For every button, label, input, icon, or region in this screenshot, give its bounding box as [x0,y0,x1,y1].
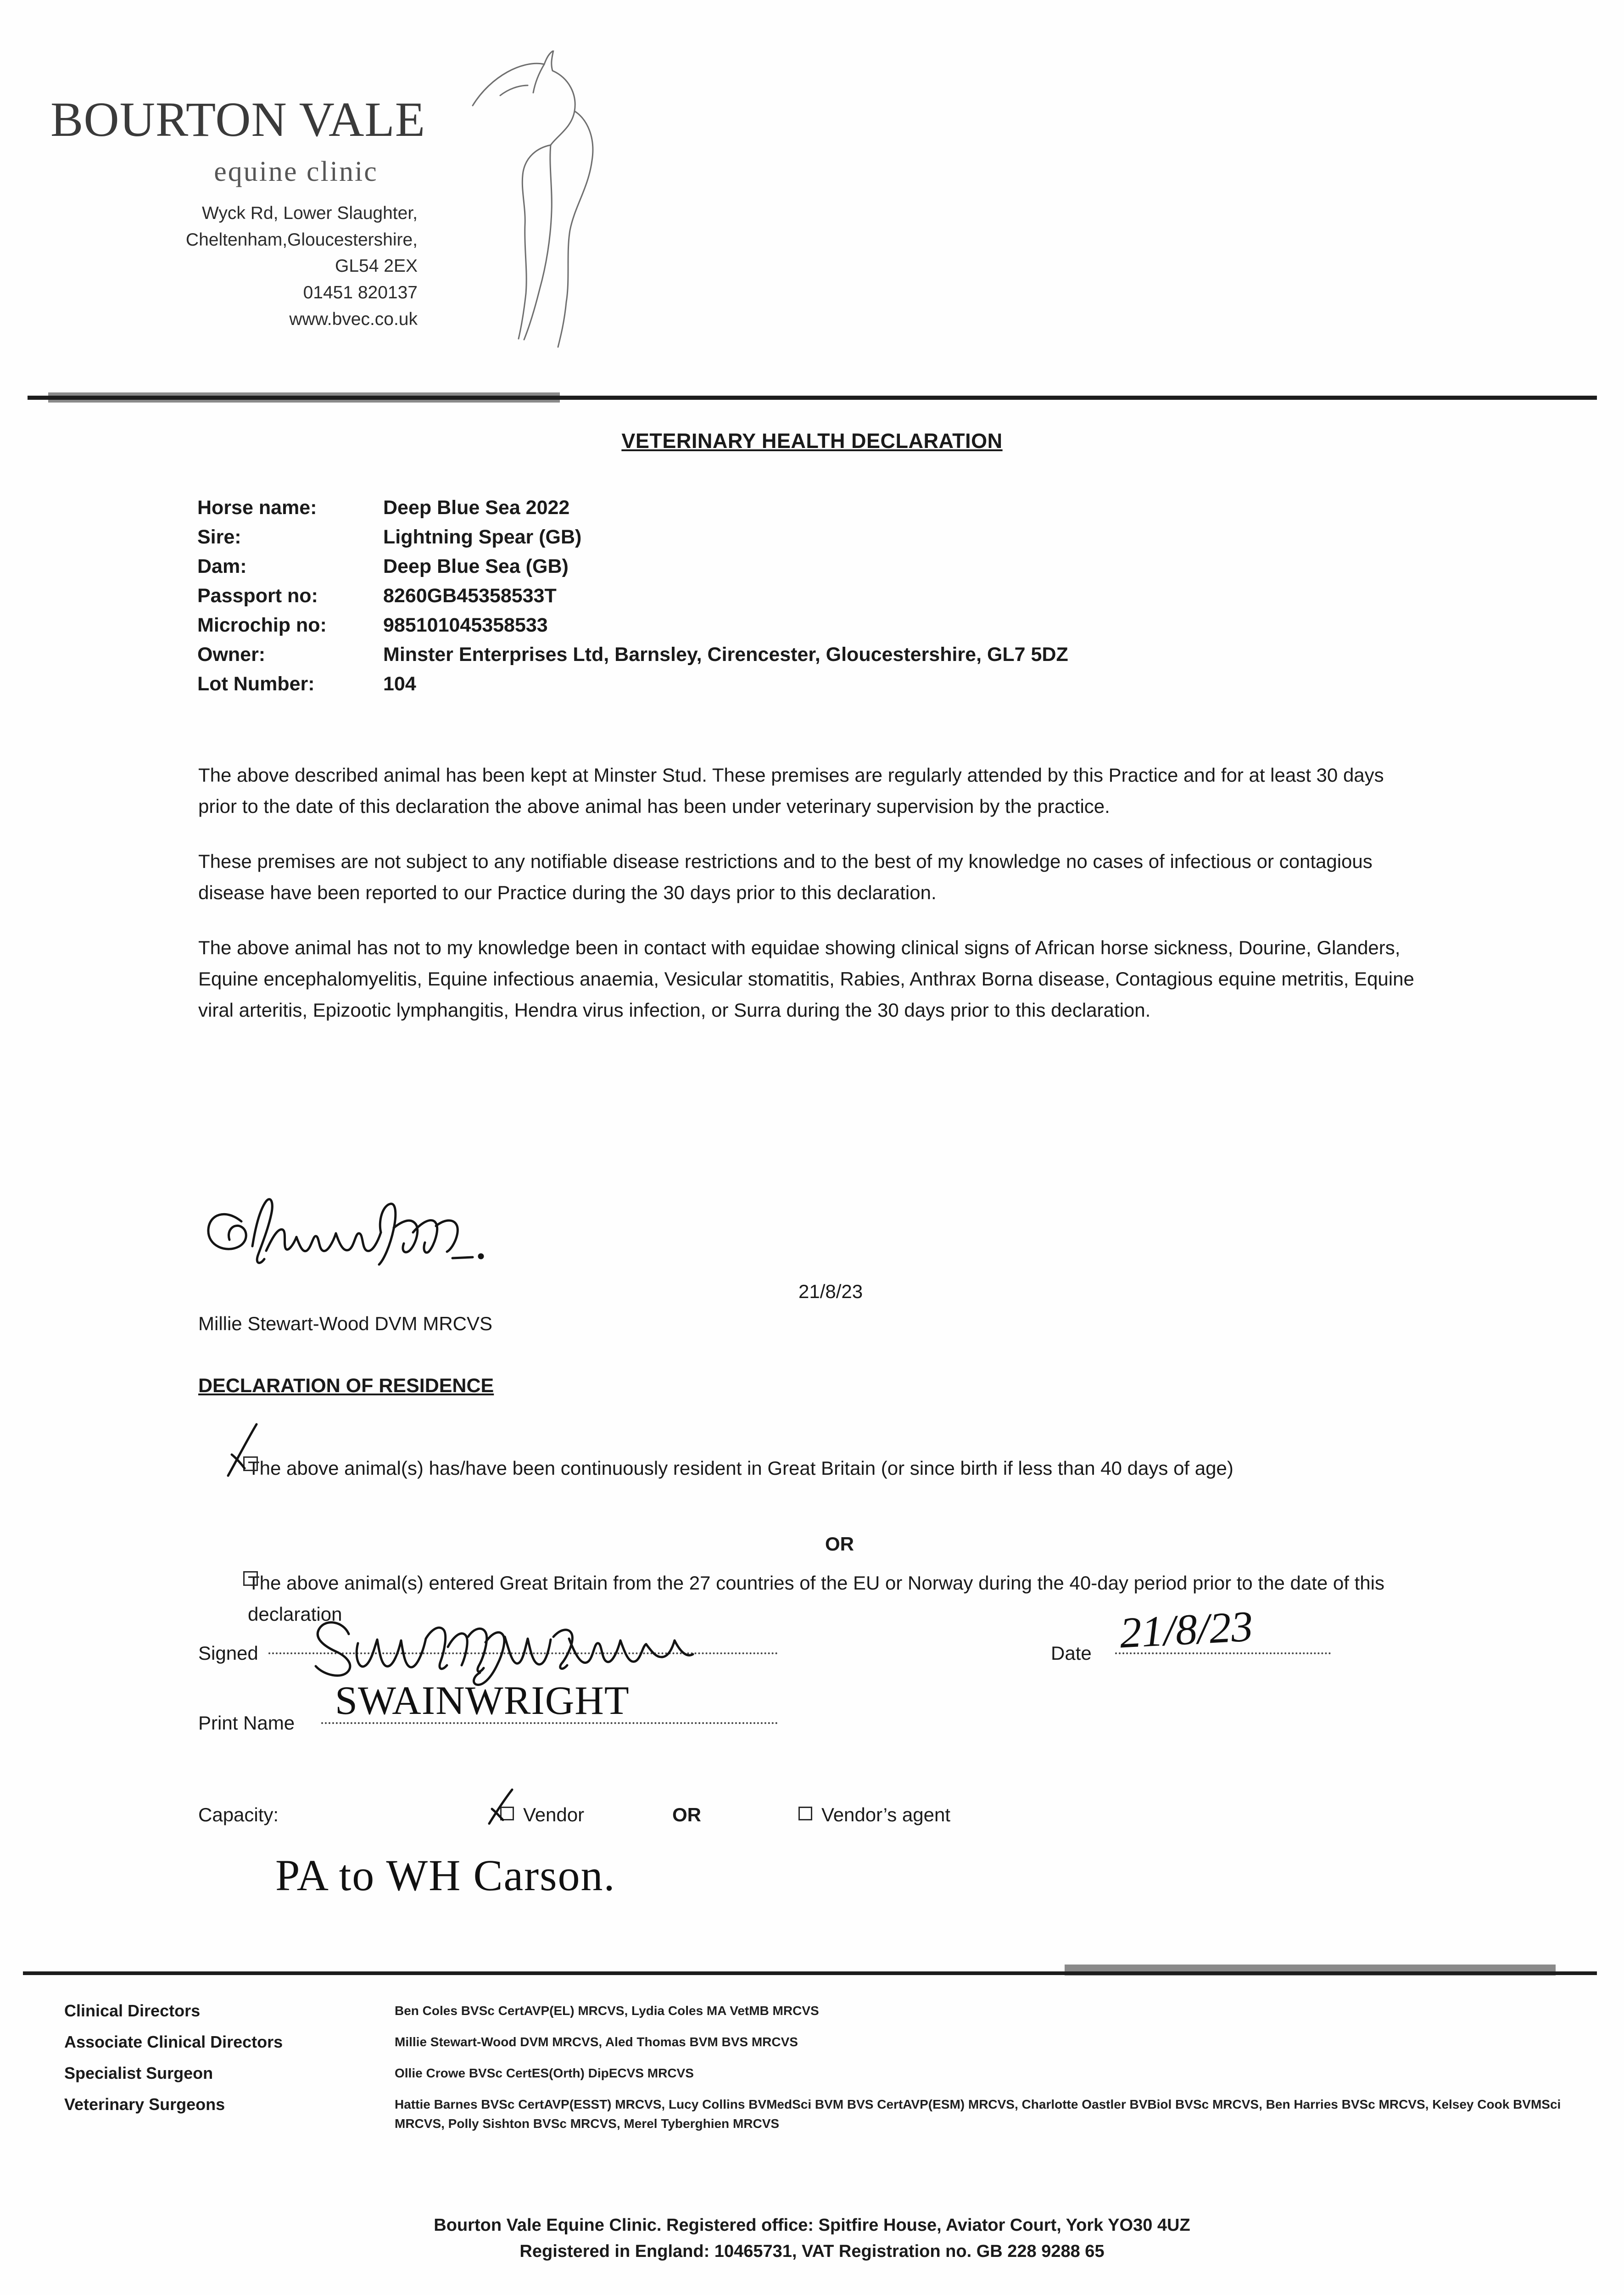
vendor-date-handwriting: 21/8/23 [1118,1601,1254,1657]
clinic-address: Wyck Rd, Lower Slaughter, Cheltenham,Gloucestershire, GL54 2EX 01451 820137 www.bvec.co.uk [185,203,418,329]
capacity-or-label: OR [672,1804,701,1825]
detail-label: Horse name: [197,497,317,519]
declaration-body [198,760,1417,1050]
detail-value: Deep Blue Sea (GB) [383,555,569,577]
check-mark-icon [223,1421,265,1483]
staff-people: Hattie Barnes BVSc CertAVP(ESST) MRCVS, Lucy Collins BVMedSci BVM BVS CertAVP(ESM) MRCVS, Charlotte Oastler BVBiol BVSc MRCVS, Ben Harries BVSc MRCVS, Kelsey Cook BVMSci MRCVS, Polly Sishton BVSc MRCVS, Merel Tyberghien MRCVS [395,2097,1561,2131]
detail-label: Dam: [197,555,247,577]
table-row [197,674,1413,694]
page-title: VETERINARY HEALTH DECLARATION [621,429,1003,453]
print-name-handwriting: SWAINWRIGHT [335,1679,630,1723]
vet-printed-name: Millie Stewart-Wood DVM MRCVS [198,1313,493,1334]
capacity-agent-label: Vendor’s agent [821,1804,951,1825]
capacity-note-handwriting: PA to WH Carson. [275,1851,616,1900]
staff-people: Ollie Crowe BVSc CertES(Orth) DipECVS MRCVS [395,2066,694,2080]
detail-value: Lightning Spear (GB) [383,526,582,548]
detail-label: Microchip no: [197,614,327,636]
staff-people: Millie Stewart-Wood DVM MRCVS, Aled Thomas BVM BVS MRCVS [395,2035,798,2049]
capacity-label: Capacity: [198,1804,279,1825]
clinic-name: BOURTON VALE [50,93,426,147]
capacity-agent-option[interactable] [798,1804,950,1826]
detail-label: Owner: [197,644,266,666]
horse-line-art-icon [454,50,610,363]
detail-label: Sire: [197,526,241,548]
detail-value: 104 [383,673,416,695]
footer-legal-line-2: Registered in England: 10465731, VAT Registration no. GB 228 9288 65 [519,2242,1105,2261]
table-row [197,586,1413,606]
table-row [197,498,1413,518]
list-item [64,2032,1569,2052]
checkbox-vendors-agent[interactable] [798,1807,812,1820]
vet-signature-handwriting [197,1182,546,1283]
detail-value: Deep Blue Sea 2022 [383,497,570,519]
capacity-vendor-label: Vendor [523,1804,585,1825]
table-row [197,616,1413,635]
staff-role: Specialist Surgeon [64,2064,213,2082]
detail-label: Passport no: [197,585,318,607]
staff-role: Clinical Directors [64,2001,201,2020]
detail-value: Minster Enterprises Ltd, Barnsley, Cirencester, Gloucestershire, GL7 5DZ [383,644,1068,666]
residence-or-label: OR [825,1533,854,1555]
footer-legal [0,2212,1624,2265]
table-row [197,527,1413,547]
footer-legal-line-1: Bourton Vale Equine Clinic. Registered office: Spitfire House, Aviator Court, York YO30 4UZ [434,2216,1190,2235]
residence-option-2-label: The above animal(s) entered Great Britain from the 27 countries of the EU or Norway during the 40-day period prior to the date of this declaration [248,1572,1384,1625]
paragraph-1: The above described animal has been kept at Minster Stud. These premises are regularly attended by this Practice and for at least 30 days prior to the date of this declaration the above animal has been under veterinary supervision by the practice. [198,764,1384,817]
residence-heading: DECLARATION OF RESIDENCE [198,1375,494,1397]
footer-rule [23,1971,1597,1975]
horse-details-table [197,498,1413,704]
residence-option-1[interactable] [248,1453,1418,1484]
paragraph-3: The above animal has not to my knowledge been in contact with equidae showing clinical signs of African horse sickness, Dourine, Glanders, Equine encephalomyelitis, Equine infectious anaemia, Vesicular stomatitis, Rabies, Anthrax Borna disease, Contagious equine metritis, Equine viral arteritis, Epizootic lymphangitis, Hendra virus infection, or Surra during the 30 days prior to this declaration. [198,937,1414,1021]
residence-option-1-label: The above animal(s) has/have been continuously resident in Great Britain (or since birth if less than 40 days of age) [248,1457,1233,1479]
signed-label: Signed [198,1642,258,1664]
staff-role: Veterinary Surgeons [64,2095,225,2114]
staff-role: Associate Clinical Directors [64,2032,283,2051]
list-item [64,2001,1569,2021]
table-row [197,557,1413,577]
detail-value: 985101045358533 [383,614,548,636]
date-label: Date [1051,1642,1092,1664]
checkbox-option-2[interactable] [243,1571,258,1586]
vendor-signature-handwriting [294,1593,762,1689]
paragraph-2: These premises are not subject to any notifiable disease restrictions and to the best of my knowledge no cases of infectious or contagious disease have been reported to our Practice during the 30 days prior to this declaration. [198,851,1373,904]
list-item [64,2095,1569,2133]
list-item [64,2064,1569,2083]
detail-value: 8260GB45358533T [383,585,557,607]
clinic-subtitle: equine clinic [214,156,378,187]
check-mark-vendor-icon [486,1788,518,1827]
header-rule [28,396,1597,400]
footer-staff [64,2001,1569,2145]
table-row [197,645,1413,665]
print-name-label: Print Name [198,1712,295,1734]
vet-signature-date: 21/8/23 [798,1281,863,1302]
staff-people: Ben Coles BVSc CertAVP(EL) MRCVS, Lydia Coles MA VetMB MRCVS [395,2004,819,2018]
detail-label: Lot Number: [197,673,315,695]
